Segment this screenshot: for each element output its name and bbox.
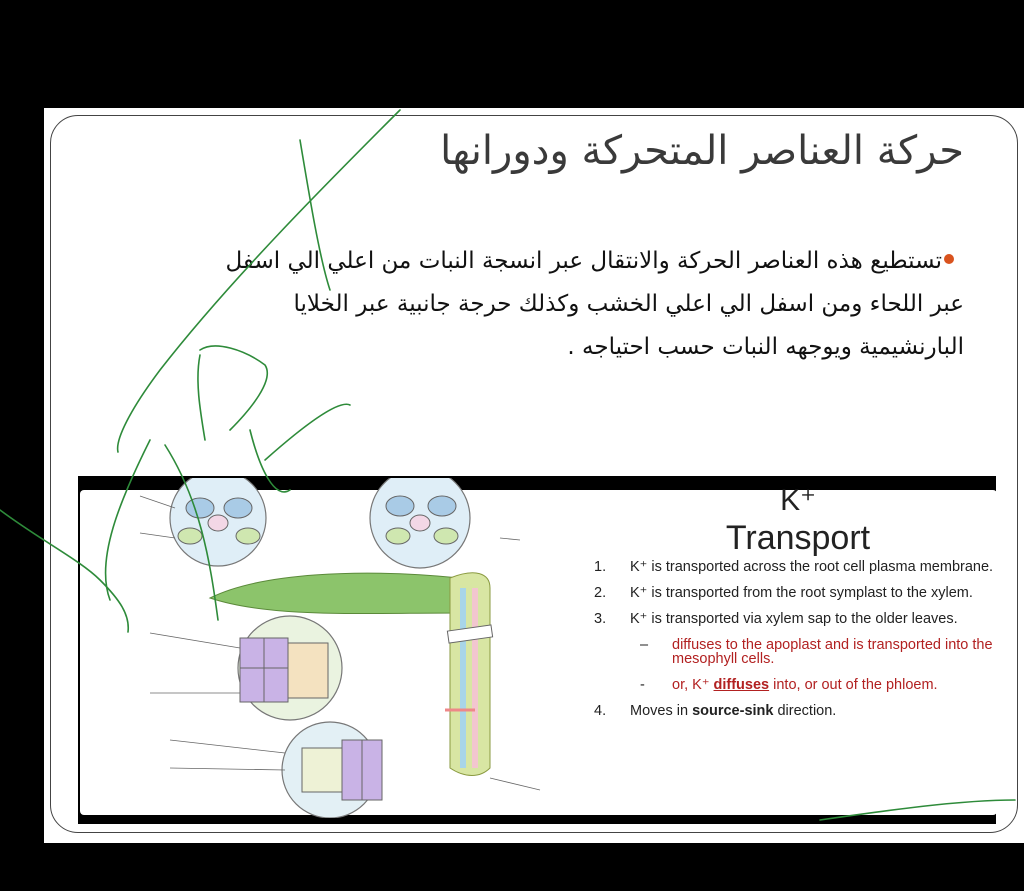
- item-text: [594, 704, 994, 718]
- body-line-3: البارنشيمية ويوجهه النبات حسب احتياجه .: [567, 334, 964, 360]
- item4-post: direction.: [773, 703, 837, 719]
- leaf-shape-icon: [210, 573, 460, 613]
- item4-bold: source-sink: [692, 703, 774, 719]
- list-item: [594, 612, 994, 626]
- slide-body: [104, 240, 964, 369]
- sub-dash: –: [640, 637, 649, 653]
- body-line-2: عبر اللحاء ومن اسفل الي اعلي الخشب وكذلك حرجة جانبية عبر الخلايا: [293, 291, 964, 317]
- sub-item: [640, 678, 994, 692]
- item-number: 1.: [594, 559, 607, 575]
- item-text: K⁺ is transported from the root symplast to the xylem.: [630, 585, 973, 601]
- leaf-mesophyll-circle-icon: [370, 478, 470, 568]
- item-number: 3.: [594, 611, 607, 627]
- sub-underline: diffuses: [713, 677, 770, 693]
- sub-prefix: or, K⁺: [672, 677, 714, 693]
- k-transport-diagram: [80, 478, 600, 818]
- sub-item: [640, 638, 994, 666]
- k-transport-heading: [668, 484, 928, 558]
- root-cross-section-circle-icon: [238, 616, 342, 720]
- item-text: K⁺ is transported via xylem sap to the older leaves.: [630, 611, 958, 627]
- list-item: [594, 560, 994, 574]
- transport-label: Transport: [725, 519, 871, 557]
- sub-text: diffuses to the apoplast and is transported into the mesophyll cells.: [672, 637, 993, 667]
- item-number: 2.: [594, 585, 607, 601]
- body-line-1: تستطيع هذه العناصر الحركة والانتقال عبر انسجة النبات من اعلي الي اسفل: [225, 248, 942, 274]
- k-transport-list: [594, 560, 994, 730]
- k-ion-label: K⁺: [780, 484, 816, 517]
- list-item: [594, 704, 994, 718]
- sub-dash: -: [640, 677, 645, 693]
- sub-suffix: into, or out of the phloem.: [769, 677, 938, 693]
- item-text: K⁺ is transported across the root cell plasma membrane.: [630, 559, 994, 575]
- mesophyll-cell-circle-icon: [170, 478, 266, 566]
- list-item: [594, 586, 994, 600]
- sub-text: [640, 678, 994, 692]
- item4-pre: Moves in: [630, 703, 693, 719]
- slide-title: حركة العناصر المتحركة ودورانها: [440, 128, 964, 174]
- root-hair-circle-icon: [282, 722, 382, 818]
- item-number: 4.: [594, 703, 607, 719]
- stem-shape-icon: [450, 573, 490, 776]
